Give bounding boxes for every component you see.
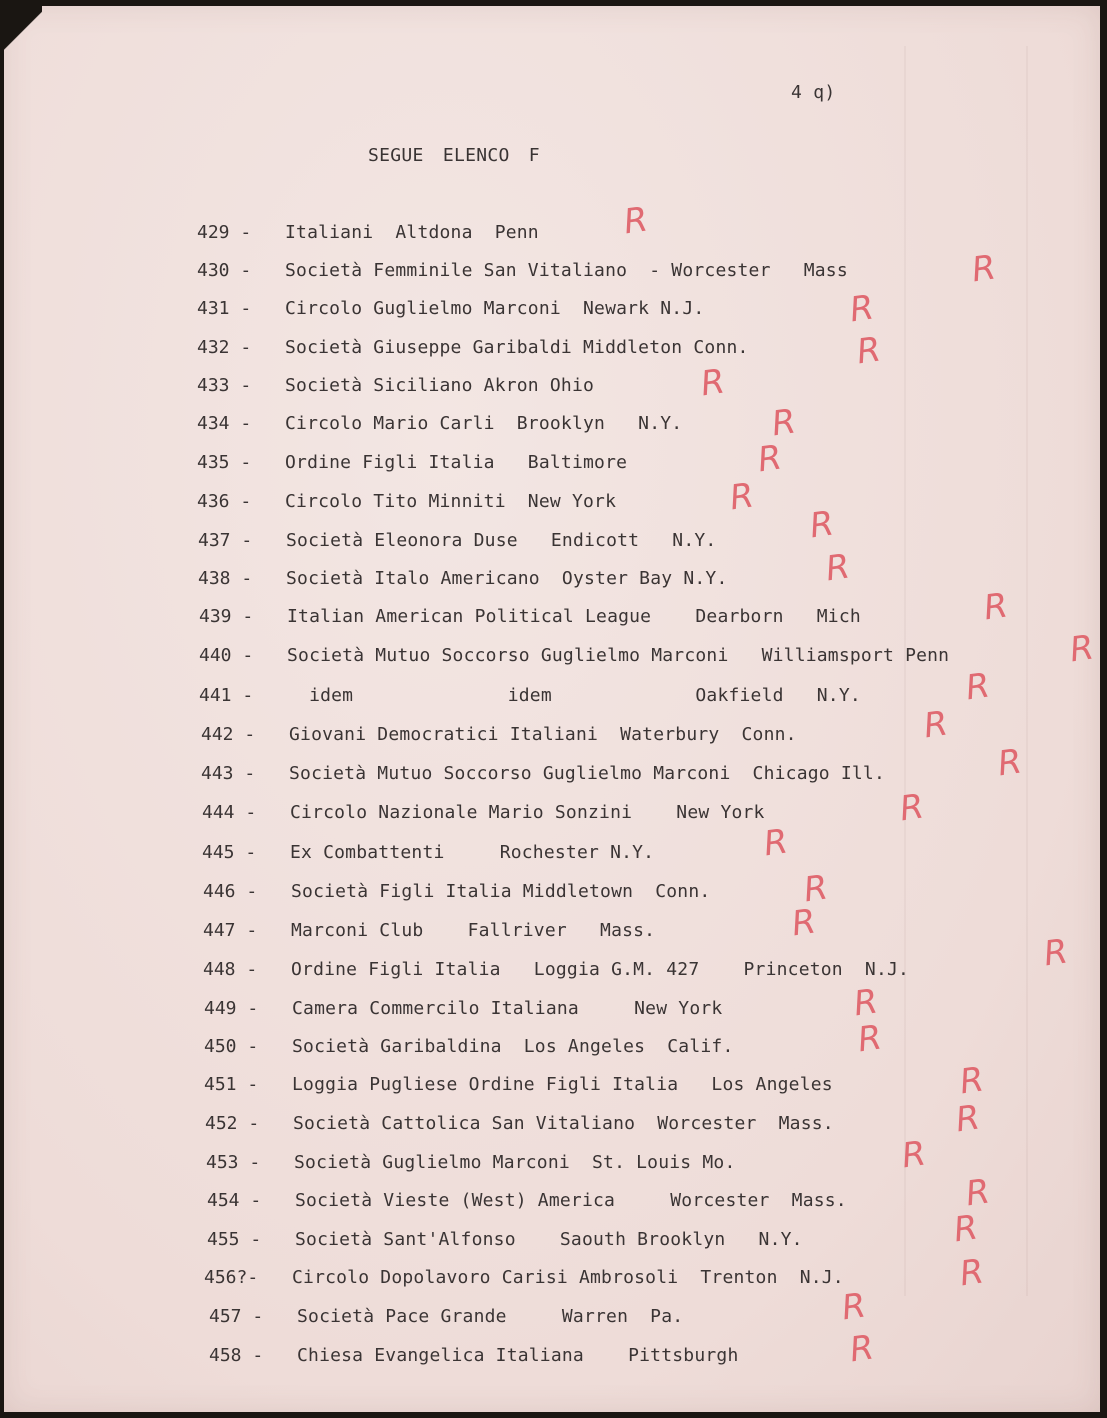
entry-number: 429 -: [197, 222, 252, 243]
entry-number: 446 -: [203, 881, 258, 902]
entry-text: Società Femminile San Vitaliano - Worcester Mass: [285, 260, 848, 281]
handwritten-r-mark: R: [621, 199, 651, 243]
entry-number: 437 -: [198, 530, 253, 551]
entry-number: 432 -: [197, 337, 252, 358]
list-item: [197, 258, 848, 284]
entry-number: 454 -: [207, 1190, 262, 1211]
list-item: [197, 220, 539, 246]
entry-number: 456?-: [204, 1267, 259, 1288]
list-item: [197, 411, 682, 437]
entry-text: Ordine Figli Italia Baltimore: [285, 452, 628, 473]
entry-text: Società Sant'Alfonso Saouth Brooklyn N.Y.: [295, 1229, 803, 1250]
folded-corner: [4, 6, 42, 76]
handwritten-r-mark: R: [839, 1285, 869, 1329]
list-item: [199, 643, 949, 669]
list-item: [201, 722, 797, 748]
entry-text: Società Garibaldina Los Angeles Calif.: [292, 1036, 734, 1057]
entry-text: Giovani Democratici Italiani Waterbury Conn.: [289, 724, 797, 745]
entry-text: Circolo Mario Carli Brooklyn N.Y.: [285, 413, 683, 434]
entry-text: Ex Combattenti Rochester N.Y.: [290, 842, 655, 863]
handwritten-r-mark: R: [897, 786, 927, 830]
document-page: [4, 6, 1100, 1412]
handwritten-r-mark: R: [953, 1097, 983, 1141]
entry-number: 448 -: [203, 959, 258, 980]
list-item: [198, 566, 727, 592]
handwritten-r-mark: R: [855, 1017, 885, 1061]
entry-number: 455 -: [207, 1229, 262, 1250]
entry-number: 433 -: [197, 375, 252, 396]
list-item: [202, 800, 765, 826]
entry-text: Società Mutuo Soccorso Guglielmo Marconi Williamsport Penn: [287, 645, 950, 666]
entry-text: Chiesa Evangelica Italiana Pittsburgh: [297, 1345, 739, 1366]
entry-number: 452 -: [205, 1113, 260, 1134]
entry-text: Società Giuseppe Garibaldi Middleton Conn.: [285, 337, 749, 358]
handwritten-r-mark: R: [847, 287, 877, 331]
entry-text: Camera Commercilo Italiana New York: [292, 998, 723, 1019]
list-item: [199, 604, 861, 630]
entry-text: Marconi Club Fallriver Mass.: [291, 920, 656, 941]
entry-number: 438 -: [198, 568, 253, 589]
list-item: [197, 373, 594, 399]
list-item: [207, 1227, 803, 1253]
entry-number: 436 -: [197, 491, 252, 512]
entry-text: Società Pace Grande Warren Pa.: [297, 1306, 684, 1327]
entry-number: 451 -: [204, 1074, 259, 1095]
handwritten-r-mark: R: [807, 503, 837, 547]
list-item: [203, 918, 655, 944]
list-item: [207, 1188, 847, 1214]
entry-text: Italian American Political League Dearborn Mich: [287, 606, 861, 627]
handwritten-r-mark: R: [981, 585, 1011, 629]
entry-number: 449 -: [204, 998, 259, 1019]
entry-number: 443 -: [201, 763, 256, 784]
handwritten-r-mark: R: [963, 665, 993, 709]
handwritten-r-mark: R: [823, 546, 853, 590]
list-item: [203, 957, 909, 983]
entry-number: 444 -: [202, 802, 257, 823]
handwritten-r-mark: R: [727, 475, 757, 519]
handwritten-r-mark: R: [963, 1171, 993, 1215]
handwritten-r-mark: R: [854, 329, 884, 373]
entry-text: Circolo Tito Minniti New York: [285, 491, 617, 512]
list-item: [209, 1304, 683, 1330]
list-item: [197, 335, 749, 361]
entry-number: 431 -: [197, 298, 252, 319]
handwritten-r-mark: R: [921, 703, 951, 747]
entry-text: Società Siciliano Akron Ohio: [285, 375, 595, 396]
handwritten-r-mark: R: [769, 401, 799, 445]
entry-text: Società Eleonora Duse Endicott N.Y.: [286, 530, 717, 551]
handwritten-r-mark: R: [995, 741, 1025, 785]
handwritten-r-mark: R: [1067, 627, 1097, 671]
entry-number: 453 -: [206, 1152, 261, 1173]
entry-number: 430 -: [197, 260, 252, 281]
handwritten-r-mark: R: [1041, 931, 1071, 975]
handwritten-r-mark: R: [761, 821, 791, 865]
entry-text: Società Mutuo Soccorso Guglielmo Marconi Chicago Ill.: [289, 763, 885, 784]
entry-number: 458 -: [209, 1345, 264, 1366]
entry-number: 450 -: [204, 1036, 259, 1057]
list-item: [198, 528, 716, 554]
page-number: 4 q): [791, 82, 836, 103]
entry-text: Loggia Pugliese Ordine Figli Italia Los Angeles: [292, 1074, 833, 1095]
handwritten-r-mark: R: [789, 901, 819, 945]
list-item: [206, 1150, 735, 1176]
handwritten-r-mark: R: [899, 1133, 929, 1177]
entry-number: 439 -: [199, 606, 254, 627]
handwritten-r-mark: R: [957, 1059, 987, 1103]
entry-number: 442 -: [201, 724, 256, 745]
list-item: [204, 1034, 733, 1060]
list-item: [202, 840, 654, 866]
handwritten-r-mark: R: [847, 1327, 877, 1371]
handwritten-r-mark: R: [969, 247, 999, 291]
entry-text: Società Italo Americano Oyster Bay N.Y.: [286, 568, 728, 589]
entry-text: Italiani Altdona Penn: [285, 222, 539, 243]
list-item: [205, 1111, 834, 1137]
entry-text: idem idem Oakfield N.Y.: [287, 685, 861, 706]
list-item: [203, 879, 710, 905]
entry-text: Società Guglielmo Marconi St. Louis Mo.: [294, 1152, 736, 1173]
entry-number: 445 -: [202, 842, 257, 863]
handwritten-r-mark: R: [951, 1207, 981, 1251]
handwritten-r-mark: R: [851, 981, 881, 1025]
entry-text: Ordine Figli Italia Loggia G.M. 427 Princeton N.J.: [291, 959, 910, 980]
handwritten-r-mark: R: [801, 867, 831, 911]
handwritten-r-mark: R: [698, 361, 728, 405]
entry-text: Circolo Nazionale Mario Sonzini New York: [290, 802, 765, 823]
handwritten-r-mark: R: [957, 1251, 987, 1295]
entry-number: 447 -: [203, 920, 258, 941]
entry-number: 457 -: [209, 1306, 264, 1327]
list-item: [197, 450, 627, 476]
handwritten-r-mark: R: [755, 437, 785, 481]
list-item: [201, 761, 885, 787]
list-item: [204, 996, 722, 1022]
entry-text: Circolo Dopolavoro Carisi Ambrosoli Trenton N.J.: [292, 1267, 844, 1288]
list-item: [204, 1265, 844, 1291]
entry-text: Circolo Guglielmo Marconi Newark N.J.: [285, 298, 705, 319]
page-heading: SEGUE ELENCO F: [368, 145, 540, 166]
entry-number: 440 -: [199, 645, 254, 666]
list-item: [197, 296, 704, 322]
list-item: [204, 1072, 833, 1098]
entry-text: Società Figli Italia Middletown Conn.: [291, 881, 711, 902]
list-item: [209, 1343, 738, 1369]
entry-text: Società Vieste (West) America Worcester Mass.: [295, 1190, 847, 1211]
list-item: [199, 683, 861, 709]
list-item: [197, 489, 616, 515]
entry-number: 435 -: [197, 452, 252, 473]
entry-text: Società Cattolica San Vitaliano Worcester Mass.: [293, 1113, 834, 1134]
entry-number: 441 -: [199, 685, 254, 706]
entry-number: 434 -: [197, 413, 252, 434]
